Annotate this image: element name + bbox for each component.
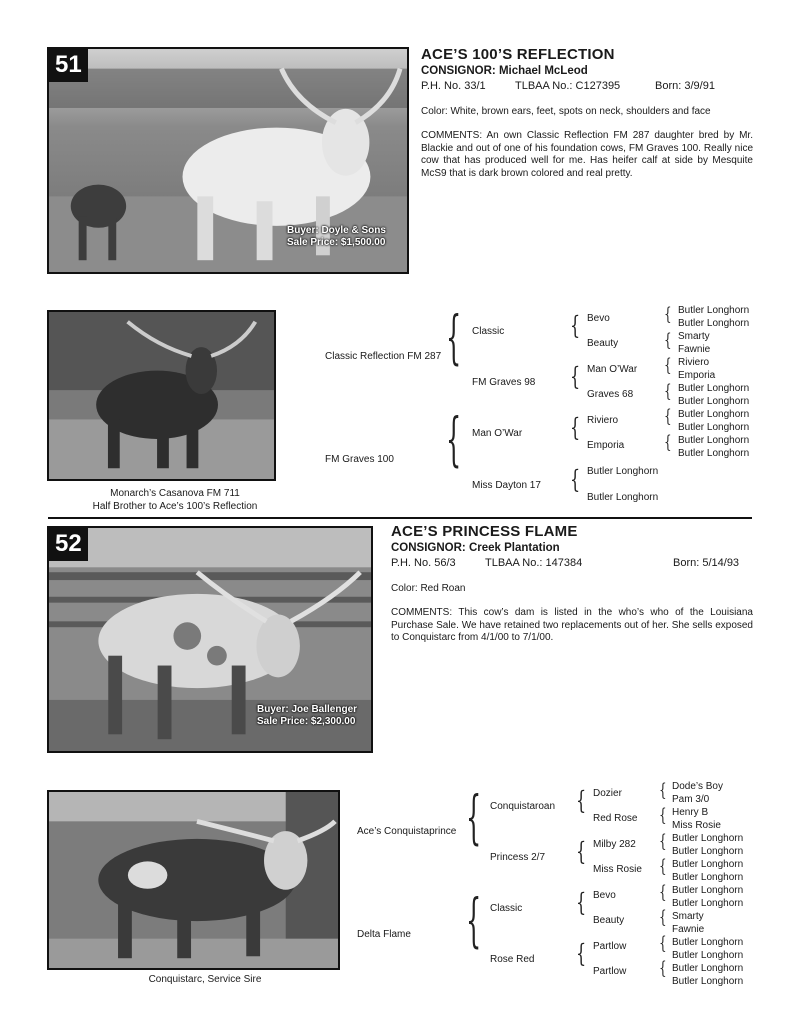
ped-gen4: Miss Rosie: [672, 820, 721, 831]
brace-icon: {: [664, 431, 672, 453]
ped-gen4: Butler Longhorn: [678, 448, 750, 459]
lot51-tlbaa-number: TLBAA No.: C127395: [515, 80, 621, 92]
lot52-consignor: CONSIGNOR: Creek Plantation: [391, 542, 560, 554]
ped-gen3: Beauty: [593, 915, 625, 926]
ped-gen4: Butler Longhorn: [672, 963, 744, 974]
lot52-comments: COMMENTS: This cow’s dam is listed in the who’s who of the Louisiana Purchase Sale. We have retained two replacements out of her. She sells exposed to Conquistarc from 4/1/00 to 7/1/00.: [391, 607, 753, 643]
ped-gen3: Riviero: [587, 415, 619, 426]
ped-gen2: Princess 2/7: [490, 852, 546, 863]
bull-photo-graphic: [49, 312, 274, 479]
ped-gen3: Butler Longhorn: [587, 492, 659, 503]
brace-icon: {: [664, 354, 672, 376]
ped-gen4: Butler Longhorn: [672, 976, 744, 987]
brace-icon: {: [576, 785, 587, 816]
caption-line-1: Monarch’s Casanova FM 711: [110, 488, 240, 499]
ped-gen3: Partlow: [593, 966, 627, 977]
brace-icon: {: [570, 464, 581, 495]
ped-gen4: Fawnie: [672, 924, 705, 935]
ped-gen4: Smarty: [678, 331, 710, 342]
ped-gen3: Man O’War: [587, 364, 638, 375]
lot52-born-date: Born: 5/14/93: [673, 557, 740, 569]
ped-gen3: Bevo: [587, 313, 610, 324]
brace-icon: {: [576, 836, 587, 867]
sale-price: Sale Price: $2,300.00: [257, 716, 356, 727]
ped-gen4: Smarty: [672, 911, 704, 922]
section-divider: [48, 517, 752, 519]
ped-dam: Delta Flame: [357, 929, 411, 940]
buyer-name: Buyer: Joe Ballenger: [257, 704, 358, 715]
ped-gen3: Partlow: [593, 941, 627, 952]
lot51-sibling-photo: [47, 310, 276, 481]
ped-gen2: Man O’War: [472, 428, 523, 439]
lot51-consignor: CONSIGNOR: Michael McLeod: [421, 65, 588, 77]
lot-number: 52: [49, 528, 88, 561]
brace-icon: {: [659, 779, 667, 801]
lot52-sire-photo: [47, 790, 340, 970]
brace-icon: {: [659, 804, 667, 826]
ped-gen2: Classic: [472, 326, 505, 337]
ped-gen4: Butler Longhorn: [672, 872, 744, 883]
brace-icon: {: [570, 412, 581, 443]
ped-gen4: Butler Longhorn: [672, 885, 744, 896]
ped-gen4: Butler Longhorn: [672, 859, 744, 870]
brace-icon: {: [659, 881, 667, 903]
ped-gen4: Dode’s Boy: [672, 781, 723, 792]
brace-icon: {: [664, 380, 672, 402]
brace-icon: {: [659, 932, 667, 954]
ped-gen4: Butler Longhorn: [678, 318, 750, 329]
ped-gen3: Miss Rosie: [593, 864, 642, 875]
ped-gen4: Butler Longhorn: [678, 409, 750, 420]
brace-icon: {: [659, 830, 667, 852]
ped-gen2: FM Graves 98: [472, 377, 536, 388]
sale-price: Sale Price: $1,500.00: [287, 237, 386, 248]
lot52-photo: [47, 526, 373, 753]
buyer-name: Buyer: Doyle & Sons: [287, 225, 386, 236]
buyer-label: [287, 225, 386, 249]
brace-icon: {: [576, 887, 587, 918]
lot51-title: ACE’S 100’S REFLECTION: [421, 46, 615, 63]
brace-icon: {: [466, 887, 482, 955]
caption-line-2: Half Brother to Ace’s 100’s Reflection: [92, 501, 258, 512]
ped-gen2: Rose Red: [490, 954, 535, 965]
ped-gen4: Butler Longhorn: [678, 435, 750, 446]
ped-gen2: Miss Dayton 17: [472, 480, 541, 491]
ped-dam: FM Graves 100: [325, 454, 394, 465]
bull-photo-graphic: [49, 792, 338, 968]
ped-gen4: Butler Longhorn: [672, 833, 744, 844]
brace-icon: {: [570, 361, 581, 392]
buyer-label: [257, 704, 357, 728]
ped-gen4: Henry B: [672, 807, 709, 818]
ped-gen3: Beauty: [587, 338, 619, 349]
brace-icon: {: [446, 406, 462, 474]
ped-gen4: Butler Longhorn: [678, 383, 750, 394]
ped-gen4: Butler Longhorn: [672, 937, 744, 948]
ped-gen3: Milby 282: [593, 839, 636, 850]
ped-gen3: Emporia: [587, 440, 625, 451]
ped-sire: Classic Reflection FM 287: [325, 351, 442, 362]
lot-number: 51: [49, 49, 88, 82]
brace-icon: {: [664, 329, 672, 351]
brace-icon: {: [466, 784, 482, 852]
ped-sire: Ace’s Conquistaprince: [357, 826, 457, 837]
lot52-color: Color: Red Roan: [391, 583, 466, 594]
lot51-caption: [47, 487, 303, 513]
lot52-caption: Conquistarc, Service Sire: [148, 974, 262, 985]
lot51-born-date: Born: 3/9/91: [655, 80, 715, 92]
brace-icon: {: [570, 310, 581, 341]
ped-gen2: Conquistaroan: [490, 801, 556, 812]
ped-gen4: Fawnie: [678, 344, 711, 355]
lot51-comments: COMMENTS: An own Classic Reflection FM 287 daughter bred by Mr. Blackie and out of one of his foundation cows, FM Graves 100. Really nice cow that has produced well for me. Has heifer calf at side by Mesquite McS9 that is dark brown colored and real pretty.: [421, 130, 753, 179]
ped-gen4: Butler Longhorn: [672, 898, 744, 909]
ped-gen4: Butler Longhorn: [672, 950, 744, 961]
brace-icon: {: [659, 855, 667, 877]
ped-gen3: Graves 68: [587, 389, 634, 400]
brace-icon: {: [446, 304, 462, 372]
ped-gen3: Red Rose: [593, 813, 638, 824]
brace-icon: {: [659, 906, 667, 928]
lot51-ph-number: P.H. No. 33/1: [421, 80, 486, 92]
brace-icon: {: [664, 303, 672, 325]
ped-gen4: Riviero: [678, 357, 710, 368]
ped-gen4: Emporia: [678, 370, 716, 381]
lot52-tlbaa-number: TLBAA No.: 147384: [485, 557, 583, 569]
ped-gen3: Butler Longhorn: [587, 466, 659, 477]
ped-gen2: Classic: [490, 903, 523, 914]
lot52-title: ACE’S PRINCESS FLAME: [391, 523, 578, 540]
ped-gen4: Pam 3/0: [672, 794, 710, 805]
lot51-color: Color: White, brown ears, feet, spots on neck, shoulders and face: [421, 106, 711, 117]
ped-gen4: Butler Longhorn: [672, 846, 744, 857]
brace-icon: {: [664, 405, 672, 427]
ped-gen3: Dozier: [593, 788, 622, 799]
ped-gen4: Butler Longhorn: [678, 422, 750, 433]
lot51-photo: [47, 47, 409, 274]
brace-icon: {: [576, 938, 587, 969]
brace-icon: {: [659, 957, 667, 979]
ped-gen4: Butler Longhorn: [678, 305, 750, 316]
lot52-ph-number: P.H. No. 56/3: [391, 557, 456, 569]
ped-gen3: Bevo: [593, 890, 616, 901]
ped-gen4: Butler Longhorn: [678, 396, 750, 407]
